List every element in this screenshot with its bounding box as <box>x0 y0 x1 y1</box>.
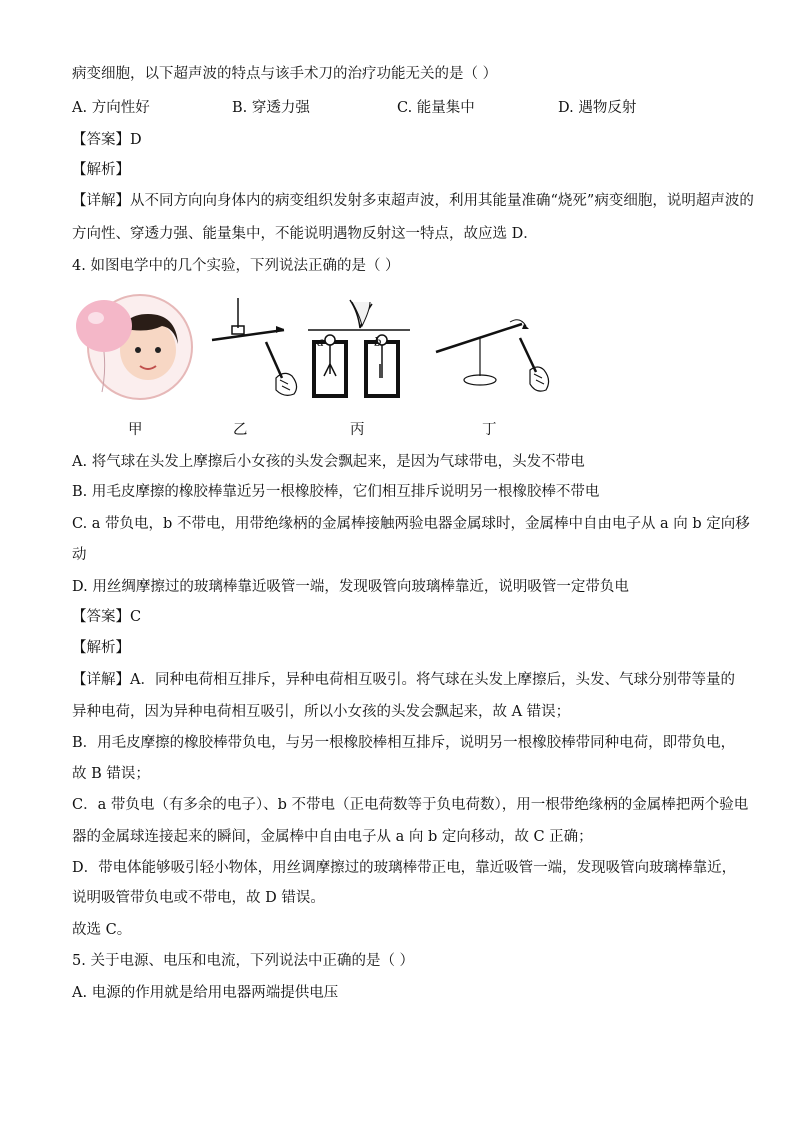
q3-option-d: D. 遇物反射 <box>558 100 637 116</box>
q4-detail-line-8: 说明吸管带负电或不带电，故 D 错误。 <box>72 890 325 906</box>
q3-detail-line-1: 【详解】从不同方向向身体内的病变组织发射多束超声波，利用其能量准确“烧死”病变细胞，说明超声波的 <box>72 193 754 209</box>
q3-option-a: A. 方向性好 <box>72 100 150 116</box>
q4-option-d: D. 用丝绸摩擦过的玻璃棒靠近吸管一端，发现吸管向玻璃棒靠近，说明吸管一定带负电 <box>72 579 629 595</box>
q4-detail-line-7: D．带电体能够吸引轻小物体，用丝调摩擦过的玻璃棒带正电，靠近吸管一端，发现吸管向玻璃棒靠近， <box>72 860 737 876</box>
q5-stem: 5. 关于电源、电压和电流，下列说法中正确的是（ ） <box>72 953 415 969</box>
q4-detail-line-6: 器的金属球连接起来的瞬间，金属棒中自由电子从 a 向 b 定向移动，故 C 正确； <box>72 829 593 845</box>
figure-ding-straw-pivot <box>430 318 556 398</box>
q5-option-a: A. 电源的作用就是给用电器两端提供电压 <box>72 985 339 1001</box>
q4-answer: 【答案】C <box>72 609 142 625</box>
electroscope-label-b: b <box>374 335 382 349</box>
figure-label-bing: 丙 <box>350 422 365 438</box>
figure-label-yi: 乙 <box>233 422 248 438</box>
q3-analysis-heading: 【解析】 <box>72 162 130 178</box>
q4-detail-line-4: 故 B 错误； <box>72 766 150 782</box>
q3-answer: 【答案】D <box>72 132 142 148</box>
q4-option-a: A. 将气球在头发上摩擦后小女孩的头发会飘起来，是因为气球带电，头发不带电 <box>72 454 585 470</box>
q4-option-c-line-1: C. a 带负电，b 不带电，用带绝缘柄的金属棒接触两验电器金属球时，金属棒中自由电子从 a 向 b 定向移 <box>72 516 750 532</box>
figure-label-jia: 甲 <box>128 422 143 438</box>
figure-yi-suspended-rod <box>210 296 305 398</box>
electroscope-label-a: a <box>317 335 325 349</box>
q4-stem: 4. 如图电学中的几个实验，下列说法正确的是（ ） <box>72 258 400 274</box>
q3-option-c: C. 能量集中 <box>397 100 475 116</box>
figure-label-ding: 丁 <box>482 422 497 438</box>
q4-conclusion: 故选 C。 <box>72 922 132 938</box>
figure-jia-balloon-girl <box>70 292 194 404</box>
q3-detail-line-2: 方向性、穿透力强、能量集中，不能说明遇物反射这一特点，故应选 D． <box>72 226 538 242</box>
q4-option-c-line-2: 动 <box>72 547 87 563</box>
q3-stem-end: 病变细胞，以下超声波的特点与该手术刀的治疗功能无关的是（ ） <box>72 66 498 82</box>
q4-detail-line-2: 异种电荷，因为异种电荷相互吸引，所以小女孩的头发会飘起来，故 A 错误； <box>72 704 571 720</box>
q4-option-b: B. 用毛皮摩擦的橡胶棒靠近另一根橡胶棒，它们相互排斥说明另一根橡胶棒不带电 <box>72 484 600 500</box>
q4-analysis-heading: 【解析】 <box>72 640 130 656</box>
q4-detail-line-5: C．a 带负电（有多余的电子）、b 不带电（正电荷数等于负电荷数），用一根带绝缘柄的金属棒把两个验电 <box>72 797 749 813</box>
q4-detail-line-1: 【详解】A．同种电荷相互排斥，异种电荷相互吸引。将气球在头发上摩擦后，头发、气球分别带等量的 <box>72 672 735 688</box>
q3-option-b: B. 穿透力强 <box>232 100 310 116</box>
q4-detail-line-3: B．用毛皮摩擦的橡胶棒带负电，与另一根橡胶棒相互排斥，说明另一根橡胶棒带同种电荷，即带负电， <box>72 735 736 751</box>
